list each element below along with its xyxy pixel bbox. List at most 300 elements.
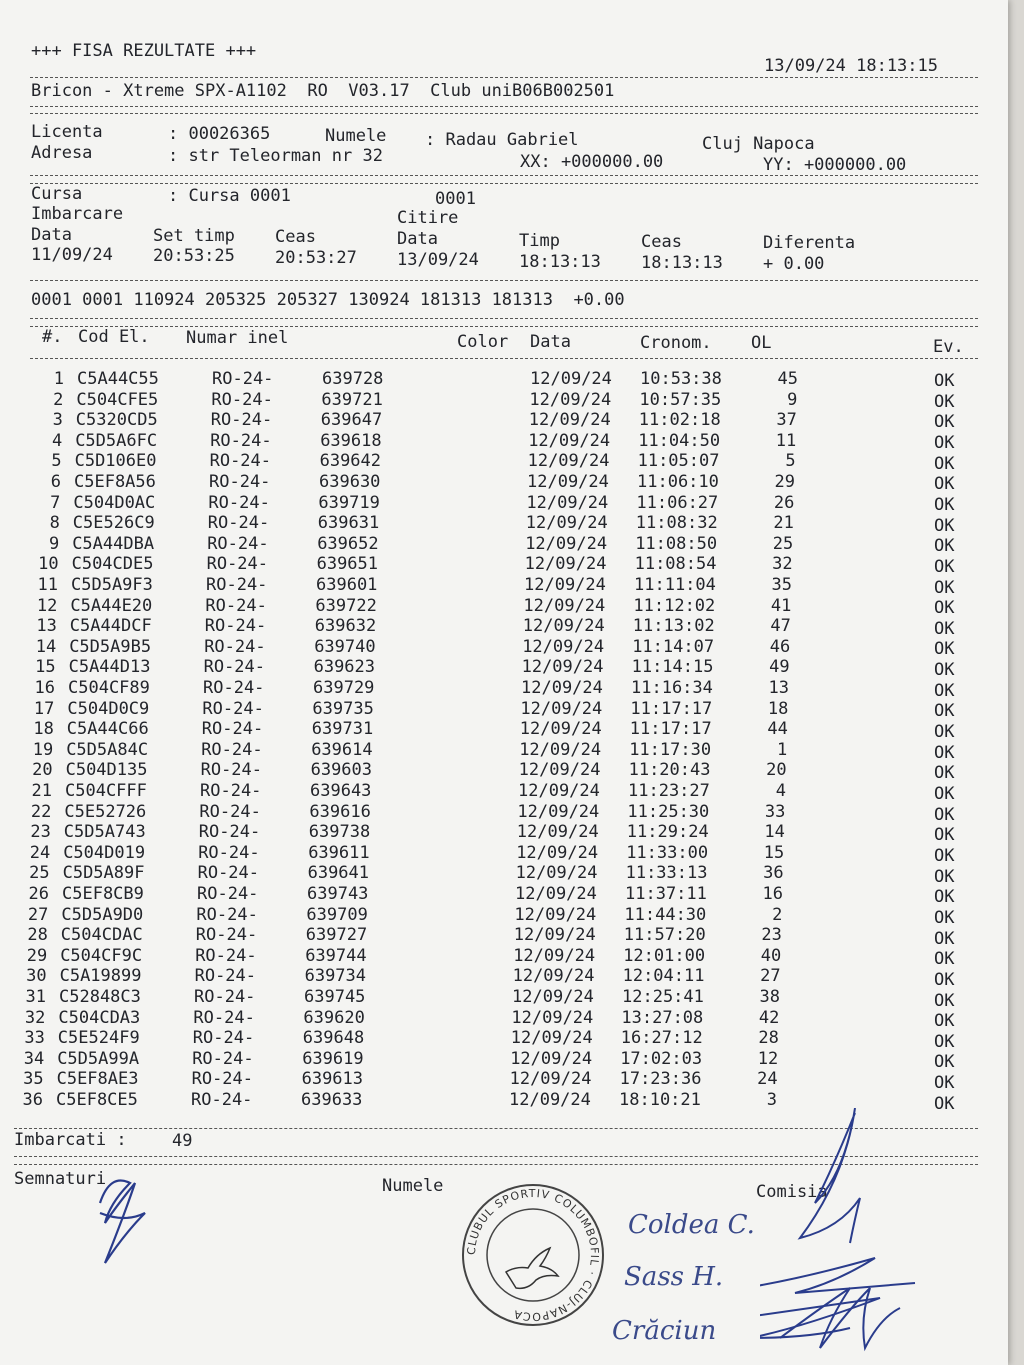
- row-ring-prefix: RO-24-: [192, 1048, 254, 1069]
- row-ol: 42: [758, 1007, 780, 1028]
- table-row: [0, 472, 1000, 493]
- cursa-code: 0001: [435, 189, 476, 209]
- row-date: 12/09/24: [510, 1028, 593, 1049]
- row-ring-prefix: RO-24-: [201, 719, 264, 740]
- citire-label: Citire: [397, 208, 459, 228]
- table-row: [0, 1028, 1000, 1052]
- row-ring-number: 639641: [307, 863, 370, 884]
- row-number: 33: [24, 1028, 45, 1049]
- row-number: 2: [53, 389, 64, 410]
- table-row: [0, 410, 1000, 431]
- row-ol: 29: [774, 472, 795, 492]
- timp-value: 18:13:13: [519, 252, 601, 272]
- coord-yy: YY: +000000.00: [763, 155, 907, 175]
- col-header-inel: Numar inel: [186, 328, 289, 348]
- row-number: 6: [50, 472, 61, 492]
- table-row: [0, 657, 1000, 681]
- row-ring-prefix: RO-24-: [198, 842, 260, 863]
- row-time: 11:44:30: [624, 904, 707, 925]
- row-number: 17: [33, 698, 55, 719]
- table-row: [0, 822, 1000, 846]
- divider: [30, 280, 978, 281]
- row-number: 35: [23, 1069, 44, 1090]
- row-ol: 3: [766, 1090, 777, 1110]
- row-ev: OK: [934, 1052, 955, 1073]
- table-row: [0, 987, 1000, 1011]
- row-number: 13: [36, 616, 57, 637]
- row-ring-number: 639633: [301, 1090, 363, 1110]
- row-ring-number: 639745: [304, 987, 366, 1007]
- row-chip-code: C5A44C66: [66, 719, 149, 740]
- row-ring-prefix: RO-24-: [212, 369, 274, 389]
- row-ring-prefix: RO-24-: [204, 616, 267, 637]
- row-ol: 1: [776, 739, 788, 760]
- row-ev: OK: [934, 1073, 955, 1094]
- row-time: 11:02:18: [638, 410, 721, 431]
- row-ev: OK: [934, 412, 955, 433]
- signature-commission: [760, 1108, 1010, 1365]
- row-ring-number: 639728: [322, 369, 384, 389]
- row-date: 12/09/24: [516, 822, 599, 843]
- comisia-label: Comisia: [756, 1182, 828, 1202]
- row-ring-prefix: RO-24-: [209, 451, 272, 472]
- table-row: [0, 575, 1000, 596]
- table-row: [0, 925, 1000, 949]
- row-date: 12/09/24: [527, 472, 609, 492]
- device-line: Bricon - Xtreme SPX-A1102 RO V03.17 Club uniB06B002501: [31, 81, 615, 101]
- row-ev: OK: [934, 494, 955, 515]
- row-ev: OK: [934, 432, 955, 453]
- row-chip-code: C504D135: [65, 760, 148, 781]
- numele-footer-label: Numele: [382, 1176, 444, 1196]
- row-time: 11:20:43: [628, 760, 711, 781]
- row-ol: 21: [773, 513, 794, 534]
- row-time: 11:17:17: [630, 698, 713, 719]
- row-date: 12/09/24: [526, 492, 609, 513]
- row-ev: OK: [934, 639, 955, 660]
- row-time: 11:29:24: [626, 822, 709, 843]
- row-number: 34: [23, 1048, 45, 1069]
- timp-label: Timp: [519, 231, 560, 251]
- row-ring-prefix: RO-24-: [203, 657, 266, 678]
- row-ring-number: 639632: [314, 616, 377, 637]
- row-ring-prefix: RO-24-: [206, 554, 269, 575]
- row-time: 11:37:11: [625, 884, 707, 904]
- row-ring-number: 639735: [312, 698, 374, 719]
- row-ev: OK: [934, 1011, 955, 1032]
- table-row: [0, 740, 1000, 761]
- row-chip-code: C504CFE5: [76, 389, 159, 410]
- row-number: 24: [29, 842, 51, 863]
- ceas-value: 20:53:27: [275, 248, 357, 268]
- row-date: 12/09/24: [514, 904, 597, 925]
- stamp-text: CLUBUL SPORTIV COLUMBOFIL · CLUJ-NAPOCA: [464, 1186, 602, 1324]
- row-chip-code: C5E52726: [64, 801, 147, 822]
- row-date: 12/09/24: [509, 1090, 591, 1110]
- row-time: 11:08:54: [634, 554, 717, 575]
- row-number: 22: [30, 801, 52, 822]
- row-ring-prefix: RO-24-: [203, 678, 265, 698]
- row-date: 12/09/24: [524, 575, 606, 595]
- row-time: 12:01:00: [623, 945, 706, 966]
- table-row: [0, 966, 1000, 990]
- row-time: 11:08:32: [635, 513, 718, 534]
- col-header-color: Color: [457, 332, 509, 352]
- row-ring-prefix: RO-24-: [193, 1007, 255, 1028]
- row-ev: OK: [934, 722, 955, 743]
- row-chip-code: C504D019: [63, 842, 146, 863]
- row-ring-prefix: RO-24-: [200, 760, 263, 781]
- row-chip-code: C5A44DCF: [69, 616, 152, 637]
- row-date: 12/09/24: [527, 451, 610, 472]
- row-number: 18: [33, 719, 54, 740]
- diferenta-label: Diferenta: [763, 233, 856, 253]
- row-ol: 16: [762, 884, 783, 904]
- coord-xx: XX: +000000.00: [520, 152, 664, 172]
- imbarcare-label: Imbarcare: [31, 204, 124, 224]
- row-ol: 45: [777, 369, 798, 389]
- row-chip-code: C5A44D13: [68, 657, 151, 678]
- row-date: 12/09/24: [524, 554, 607, 575]
- table-row: [0, 513, 1000, 534]
- row-ring-prefix: RO-24-: [196, 904, 258, 925]
- row-time: 12:25:41: [622, 987, 704, 1007]
- row-ol: 28: [758, 1028, 779, 1049]
- row-ev: OK: [934, 536, 955, 557]
- row-chip-code: C504D0C9: [67, 698, 150, 719]
- row-date: 12/09/24: [525, 513, 608, 534]
- row-number: 3: [52, 410, 63, 431]
- row-ring-prefix: RO-24-: [201, 739, 263, 760]
- table-row: [0, 554, 1000, 575]
- row-chip-code: C5D5A743: [63, 822, 146, 843]
- ceas2-value: 18:13:13: [641, 253, 723, 273]
- row-chip-code: C5EF8CE5: [56, 1090, 138, 1110]
- row-date: 12/09/24: [521, 678, 603, 698]
- row-date: 12/09/24: [519, 719, 602, 740]
- row-number: 10: [38, 554, 59, 575]
- row-number: 25: [29, 863, 50, 884]
- data2-label: Data: [397, 229, 438, 249]
- row-ol: 41: [770, 595, 792, 616]
- row-ev: OK: [934, 742, 955, 763]
- row-chip-code: C5D5A84C: [66, 739, 149, 760]
- row-ring-number: 639740: [314, 636, 376, 657]
- row-chip-code: C5EF8A56: [74, 472, 156, 492]
- row-chip-code: C5D5A99A: [57, 1048, 140, 1069]
- row-time: 11:11:04: [634, 575, 716, 595]
- row-chip-code: C5A19899: [59, 966, 142, 987]
- row-date: 12/09/24: [517, 801, 600, 822]
- row-ring-prefix: RO-24-: [210, 430, 272, 451]
- row-number: 27: [27, 904, 49, 925]
- row-number: 12: [36, 595, 58, 616]
- data-value: 11/09/24: [31, 245, 113, 265]
- row-number: 23: [30, 822, 51, 843]
- table-row: [0, 905, 1000, 926]
- row-date: 12/09/24: [523, 595, 606, 616]
- row-ol: 37: [776, 410, 797, 431]
- row-time: 11:14:15: [631, 657, 714, 678]
- row-date: 12/09/24: [530, 369, 612, 389]
- row-date: 12/09/24: [520, 698, 603, 719]
- table-row: [0, 369, 1000, 390]
- row-date: 12/09/24: [516, 842, 599, 863]
- row-ring-number: 639738: [308, 822, 371, 843]
- row-chip-code: C504CDE5: [71, 554, 154, 575]
- row-time: 11:25:30: [627, 801, 710, 822]
- ceas-label: Ceas: [275, 227, 316, 247]
- row-number: 15: [35, 657, 56, 678]
- row-time: 17:02:03: [620, 1048, 703, 1069]
- row-ol: 2: [772, 904, 783, 925]
- row-time: 11:33:00: [626, 842, 709, 863]
- club-stamp: [458, 1180, 608, 1330]
- table-row: [0, 760, 1000, 784]
- row-time: 11:17:30: [629, 739, 712, 760]
- set-timp-value: 20:53:25: [153, 246, 235, 266]
- row-number: 28: [27, 925, 48, 946]
- row-ring-prefix: RO-24-: [195, 945, 257, 966]
- row-ev: OK: [934, 845, 955, 866]
- row-chip-code: C5D5A9D0: [61, 904, 144, 925]
- row-date: 12/09/24: [528, 430, 611, 451]
- licenta-label: Licenta: [31, 122, 103, 142]
- table-row: [0, 637, 1000, 658]
- table-row: [0, 596, 1000, 617]
- row-ev: OK: [934, 598, 955, 619]
- divider: [30, 326, 978, 327]
- row-ring-number: 639631: [317, 513, 380, 534]
- row-ring-prefix: RO-24-: [197, 863, 260, 884]
- row-ring-number: 639727: [305, 925, 368, 946]
- row-ev: OK: [934, 784, 955, 804]
- row-ring-number: 639620: [303, 1007, 365, 1028]
- row-ring-prefix: RO-24-: [194, 966, 257, 987]
- row-ol: 5: [785, 451, 796, 472]
- row-date: 12/09/24: [515, 884, 597, 904]
- row-chip-code: C504CDAC: [60, 925, 143, 946]
- row-ol: 4: [775, 781, 786, 801]
- row-date: 12/09/24: [522, 616, 605, 637]
- row-ev: OK: [934, 825, 955, 846]
- row-ring-prefix: RO-24-: [191, 1069, 254, 1090]
- row-number: 30: [26, 966, 47, 987]
- licenta-value: : 00026365: [168, 124, 271, 144]
- row-ring-number: 639743: [307, 884, 369, 904]
- table-row: [0, 843, 1000, 864]
- handwritten-name-3: Crăciun: [612, 1316, 717, 1346]
- row-date: 12/09/24: [511, 1007, 594, 1028]
- row-ol: 18: [767, 698, 789, 719]
- row-ol: 40: [760, 945, 782, 966]
- row-ol: 12: [757, 1048, 779, 1069]
- divider: [30, 113, 978, 114]
- row-date: 12/09/24: [512, 966, 595, 987]
- row-number: 8: [49, 513, 60, 534]
- row-ring-prefix: RO-24-: [200, 781, 262, 801]
- table-row: [0, 1007, 1000, 1032]
- row-number: 16: [34, 678, 55, 698]
- row-ring-prefix: RO-24-: [205, 595, 267, 616]
- col-header-cronom: Cronom.: [640, 333, 712, 353]
- numele-label: Numele: [325, 126, 387, 146]
- row-chip-code: C5D5A9F3: [71, 575, 153, 595]
- col-header-data: Data: [530, 332, 571, 352]
- row-date: 12/09/24: [521, 657, 604, 678]
- row-ol: 14: [764, 822, 785, 843]
- divider: [30, 106, 978, 107]
- row-ring-number: 639731: [311, 719, 374, 740]
- row-number: 5: [51, 451, 62, 472]
- row-number: 4: [51, 430, 63, 451]
- table-row: [0, 1069, 1000, 1094]
- adresa-value: : str Teleorman nr 32: [168, 146, 383, 166]
- row-time: 12:04:11: [622, 966, 705, 987]
- row-date: 12/09/24: [510, 1048, 593, 1069]
- signature-owner: [90, 1158, 180, 1268]
- row-ev: OK: [934, 1031, 955, 1052]
- row-date: 12/09/24: [513, 925, 596, 946]
- row-ol: 25: [772, 533, 794, 554]
- adresa-label: Adresa: [31, 143, 93, 163]
- row-ol: 36: [763, 863, 784, 884]
- row-ring-prefix: RO-24-: [206, 575, 268, 595]
- divider: [30, 318, 978, 319]
- row-ol: 46: [769, 636, 791, 657]
- row-ev: OK: [934, 887, 955, 908]
- table-row: [0, 678, 1000, 699]
- row-ol: 47: [770, 616, 791, 637]
- row-ring-prefix: RO-24-: [192, 1028, 255, 1049]
- row-date: 12/09/24: [509, 1069, 592, 1090]
- row-ring-number: 639643: [310, 781, 372, 801]
- row-ring-prefix: RO-24-: [197, 884, 259, 904]
- row-ev: OK: [934, 474, 955, 495]
- row-ring-number: 639652: [317, 533, 379, 554]
- row-time: 11:17:17: [629, 719, 712, 740]
- row-chip-code: C52848C3: [59, 987, 141, 1007]
- row-time: 17:23:36: [619, 1069, 702, 1090]
- row-ev: OK: [934, 907, 955, 928]
- row-ring-number: 639613: [301, 1069, 364, 1090]
- row-ring-prefix: RO-24-: [194, 987, 256, 1007]
- row-ol: 9: [787, 389, 798, 410]
- race-summary-line: 0001 0001 110924 205325 205327 130924 181313 181313 +0.00: [31, 290, 625, 310]
- row-time: 11:06:27: [636, 492, 719, 513]
- table-row: [0, 802, 1000, 823]
- table-row: [0, 616, 1000, 637]
- row-ring-prefix: RO-24-: [199, 801, 261, 822]
- row-ring-number: 639618: [320, 430, 382, 451]
- row-ol: 11: [775, 430, 797, 451]
- row-chip-code: C5D5A9B5: [69, 636, 152, 657]
- row-ol: 15: [763, 842, 785, 863]
- row-ring-prefix: RO-24-: [208, 492, 270, 513]
- row-ring-number: 639616: [309, 801, 371, 822]
- diferenta-value: + 0.00: [763, 254, 825, 274]
- row-time: 13:27:08: [621, 1007, 704, 1028]
- table-row: [0, 884, 1000, 908]
- row-time: 11:05:07: [637, 451, 720, 472]
- print-datetime: 13/09/24 18:13:15: [764, 56, 938, 76]
- row-number: 19: [32, 739, 54, 760]
- table-row: [0, 451, 1000, 472]
- table-row: [0, 945, 1000, 970]
- row-ring-number: 639601: [316, 575, 378, 595]
- divider: [30, 175, 978, 176]
- ceas2-label: Ceas: [641, 232, 682, 252]
- table-row: [0, 1048, 1000, 1073]
- row-ev: OK: [934, 618, 955, 639]
- row-ring-prefix: RO-24-: [195, 925, 258, 946]
- row-chip-code: C5EF8AE3: [56, 1069, 139, 1090]
- row-ol: 20: [766, 760, 787, 781]
- row-time: 11:12:02: [633, 595, 716, 616]
- row-ol: 44: [767, 719, 788, 740]
- row-ev: OK: [934, 371, 955, 391]
- row-number: 1: [53, 369, 64, 389]
- row-ol: 27: [760, 966, 781, 987]
- divider: [30, 183, 978, 184]
- row-time: 11:04:50: [638, 430, 721, 451]
- row-time: 11:06:10: [637, 472, 719, 492]
- table-row: [0, 699, 1000, 720]
- row-date: 12/09/24: [512, 987, 594, 1007]
- svg-text:CLUBUL SPORTIV COLUMBOFIL · CL: [465, 1187, 601, 1323]
- table-row: [0, 863, 1000, 887]
- row-ev: OK: [934, 515, 955, 536]
- row-chip-code: C504CFFF: [65, 781, 147, 801]
- row-ring-number: 639647: [320, 410, 383, 431]
- row-ring-prefix: RO-24-: [191, 1090, 253, 1110]
- row-ev: OK: [934, 701, 955, 722]
- row-ev: OK: [934, 928, 955, 949]
- row-ev: OK: [934, 763, 955, 784]
- row-ring-number: 639619: [302, 1048, 364, 1069]
- row-ring-number: 639623: [313, 657, 376, 678]
- row-ev: OK: [934, 680, 955, 701]
- row-number: 11: [37, 575, 58, 595]
- row-ev: OK: [934, 969, 955, 990]
- row-date: 12/09/24: [529, 389, 612, 410]
- row-ev: OK: [934, 453, 955, 474]
- row-chip-code: C5D5A6FC: [75, 430, 158, 451]
- table-row: [0, 719, 1000, 743]
- row-ev: OK: [934, 990, 955, 1011]
- row-ring-number: 639651: [316, 554, 379, 575]
- imbarcati-value: 49: [172, 1131, 193, 1151]
- semnaturi-label: Semnaturi: [14, 1169, 107, 1189]
- row-time: 11:23:27: [628, 781, 710, 801]
- row-time: 10:57:35: [639, 389, 722, 410]
- row-chip-code: C504D0AC: [73, 492, 156, 513]
- row-time: 11:08:50: [635, 533, 718, 554]
- row-ev: OK: [934, 866, 955, 887]
- row-ev: OK: [934, 949, 955, 970]
- row-ring-number: 639642: [319, 451, 382, 472]
- row-ol: 32: [772, 554, 793, 575]
- row-time: 11:16:34: [631, 678, 713, 698]
- row-time: 11:57:20: [623, 925, 706, 946]
- row-ev: OK: [934, 577, 955, 598]
- row-date: 12/09/24: [515, 863, 598, 884]
- row-chip-code: C5A44E20: [70, 595, 153, 616]
- row-date: 12/09/24: [518, 760, 601, 781]
- row-number: 14: [35, 636, 57, 657]
- row-number: 36: [22, 1090, 43, 1110]
- row-ol: 35: [771, 575, 792, 595]
